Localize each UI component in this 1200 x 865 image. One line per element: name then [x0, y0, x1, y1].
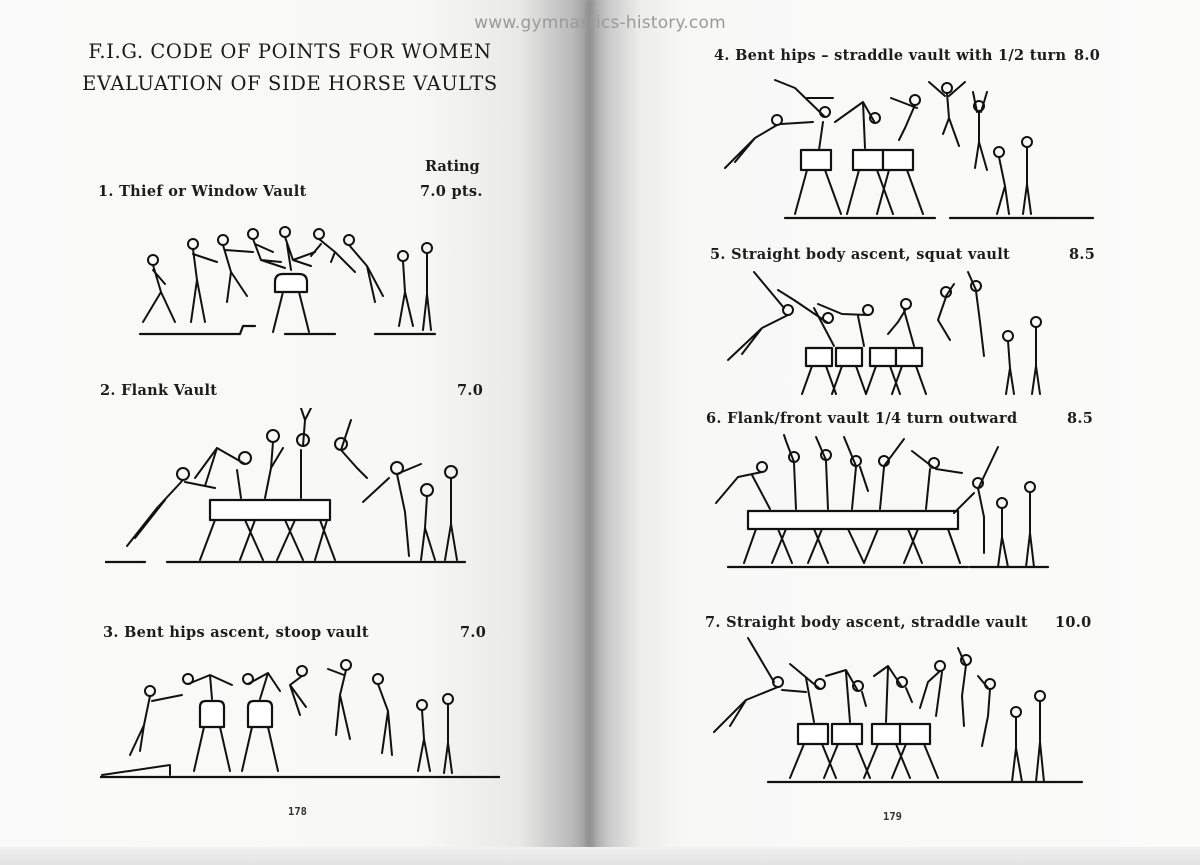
book-gutter-shadow [586, 0, 594, 865]
vault-score: 7.0 [457, 382, 484, 399]
gymnast-sequence-icon [708, 433, 1053, 573]
vault-label: 5. Straight body ascent, squat vault [710, 246, 1011, 263]
vault-score: 7.0 [460, 624, 487, 641]
straddle-vault-illustration [706, 636, 1086, 786]
vault-score: 7.0 pts. [420, 183, 483, 200]
gymnast-sequence-icon [135, 222, 440, 340]
vault-score: 8.5 [1069, 246, 1096, 263]
thief-window-vault-illustration [135, 222, 440, 340]
vault-label: 7. Straight body ascent, straddle vault [705, 614, 1028, 631]
page-number-right: 179 [883, 811, 902, 823]
gymnast-sequence-icon [718, 270, 1048, 395]
flank-front-quarter-turn-illustration [708, 433, 1053, 573]
stoop-vault-illustration [100, 655, 500, 783]
gymnast-sequence-icon [706, 636, 1086, 786]
gymnast-sequence-icon [715, 78, 1095, 226]
page-number-left: 178 [288, 806, 307, 818]
vault-label: 1. Thief or Window Vault [98, 183, 307, 200]
page-title-line-2: EVALUATION OF SIDE HORSE VAULTS [82, 72, 498, 95]
vault-label: 4. Bent hips – straddle vault with 1/2 turn [714, 47, 1067, 64]
vault-score: 8.5 [1067, 410, 1094, 427]
vault-label: 2. Flank Vault [100, 382, 218, 399]
rating-column-header: Rating [425, 158, 480, 175]
page-bottom-edge [0, 847, 1200, 865]
flank-vault-illustration [105, 408, 470, 568]
straddle-half-turn-illustration [715, 78, 1095, 226]
vault-score: 8.0 [1074, 47, 1101, 64]
gymnast-sequence-icon [105, 408, 470, 568]
page-title-line-1: F.I.G. CODE OF POINTS FOR WOMEN [88, 40, 492, 63]
vault-label: 3. Bent hips ascent, stoop vault [103, 624, 369, 641]
vault-score: 10.0 [1055, 614, 1092, 631]
watermark: www.gymnastics-history.com [474, 13, 726, 33]
gymnast-sequence-icon [100, 655, 500, 783]
squat-vault-illustration [718, 270, 1048, 395]
vault-label: 6. Flank/front vault 1/4 turn outward [706, 410, 1018, 427]
